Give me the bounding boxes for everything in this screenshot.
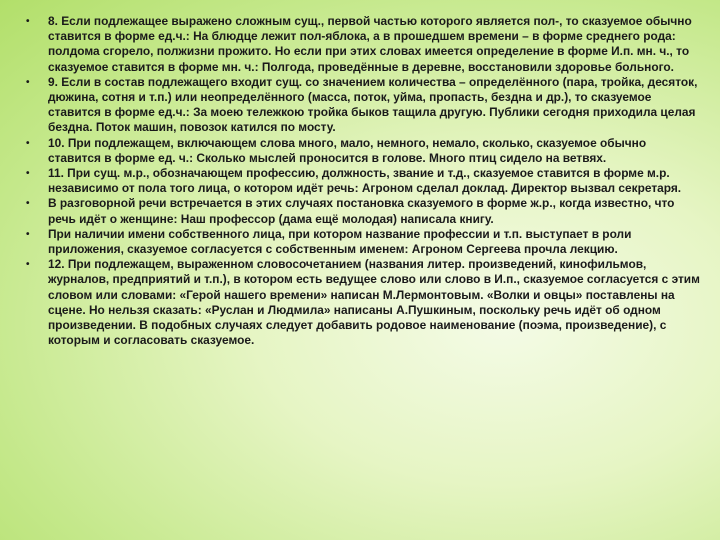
paragraph-text: 9. Если в состав подлежащего входит сущ. со значением количества – определённого (пара, тройка, десяток, дюжина, сотня и т.п.) или неопределённого (масса, поток, уйма, пропасть, бездна и др.), то сказуемое ставится в форме ед.ч.: За моею тележкою тройка быков тащила другую. Публики сегодня приходила целая бездна. Поток машин, повозок катился по мосту. — [48, 74, 698, 135]
paragraph-text: При наличии имени собственного лица, при котором название профессии и т.п. выступает в роли приложения, сказуемое согласуется с собственным именем: Агроном Сергеева прочла лекцию. — [48, 226, 632, 257]
bullet-icon: • — [26, 137, 30, 149]
list-item — [26, 75, 700, 136]
list-item — [26, 136, 700, 166]
list-item — [26, 166, 700, 196]
list-item — [26, 196, 700, 226]
paragraph-text: 8. Если подлежащее выражено сложным сущ., первой частью которого является пол-, то сказуемое обычно ставится в форме ед.ч.: На блюдце лежит пол-яблока, а в прошедшем времени – в форме среднего рода: полдома сгорело, полжизни прожито. Но если при этих словах имеется определение в форме И.п. мн. ч., то сказуемое ставится в форме мн. ч.: Полгода, проведённые в деревне, восстановили здоровье больного. — [48, 14, 692, 74]
bullet-list — [26, 14, 700, 348]
paragraph-text: 10. При подлежащем, включающем слова много, мало, немного, немало, сколько, сказуемое обычно ставится в форме ед. ч.: Сколько мыслей проносится в голове. Много птиц сидело на ветвях. — [48, 135, 647, 165]
bullet-icon: • — [26, 76, 30, 88]
bullet-icon: • — [26, 259, 30, 271]
list-item — [26, 14, 700, 75]
bullet-icon: • — [26, 228, 30, 240]
paragraph-text: В разговорной речи встречается в этих случаях постановка сказуемого в форме ж.р., когда известно, что речь идёт о женщине: Наш профессор (дама ещё молодая) написала книгу. — [48, 196, 675, 226]
bullet-icon: • — [26, 16, 30, 27]
paragraph-text: 12. При подлежащем, выраженном словосочетанием (названия литер. произведений, кинофильмов, журналов, предприятий и т.п.), в котором есть ведущее слово или слово в И.п., сказуемое согласуется с этим словом или словами: «Герой нашего времени» написан М.Лермонтовым. «Волки и овцы» поставлены на сцене. Но нельзя сказать: «Руслан и Людмила» написаны А.Пушкиным, поскольку речь идёт об одном произведении. В подобных случаях следует добавить родовое наименование (поэма, произведение), с которым и согласовать сказуемое. — [48, 257, 700, 348]
paragraph-text: 11. При сущ. м.р., обозначающем профессию, должность, звание и т.д., сказуемое ставится в форме м.р. независимо от пола того лица, о котором идёт речь: Агроном сделал доклад. Директор вызвал секретаря. — [48, 166, 682, 196]
bullet-icon: • — [26, 198, 30, 210]
list-item — [26, 227, 700, 257]
list-item — [26, 257, 700, 348]
bullet-icon: • — [26, 168, 30, 180]
